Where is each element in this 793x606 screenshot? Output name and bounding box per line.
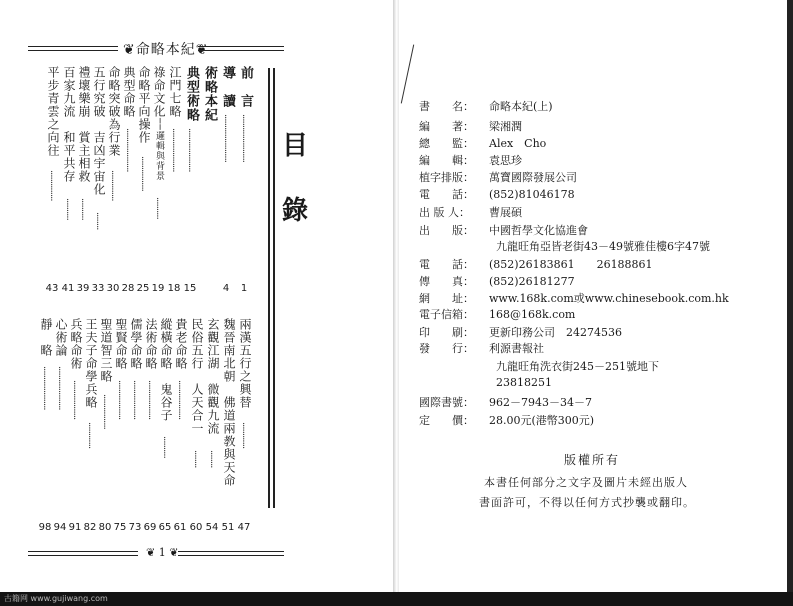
toc-page-number: 33	[91, 283, 105, 294]
toc-leader-dots: ····················	[183, 128, 194, 172]
toc-leader-dots: ··········	[151, 196, 162, 219]
toc-entry	[129, 318, 143, 370]
toc-entry-label: 典型術略	[184, 66, 199, 122]
colophon-value: 28.00元(港幣300元)	[489, 414, 595, 427]
toc-leader-dots: ··········	[76, 198, 87, 220]
toc-page-number: 15	[183, 283, 197, 294]
toc-entry-label: 五行究破 吉凶宇宙化	[92, 66, 106, 196]
toc-entry	[99, 318, 113, 383]
toc-leader-dots: ··················	[68, 380, 79, 420]
toc-entry	[152, 66, 166, 181]
toc-page-number: 47	[237, 522, 251, 533]
toc-entry-label: 祿命文化	[152, 66, 166, 118]
toc-entry	[39, 318, 53, 357]
toc-entry-label: 禮壞樂崩 賞主相救	[77, 66, 91, 183]
toc-page-number: 65	[158, 522, 172, 533]
toc-page-number: 4	[222, 283, 230, 294]
toc-leader-dots: ··············	[106, 170, 117, 201]
toc-entry	[159, 318, 173, 422]
colophon-row	[419, 204, 522, 220]
toc-leader-dots: ······················	[219, 114, 230, 162]
toc-leader-dots: ············	[237, 422, 248, 449]
toc-entry	[46, 66, 60, 157]
toc-page-number: 51	[221, 522, 235, 533]
footer-rule-left	[28, 551, 138, 556]
toc-entry-label: 兵略命術	[69, 318, 83, 370]
toc-leader-dots: ················	[98, 394, 109, 429]
toc-entry-label: 魏晉南北朝 佛道兩教與天命	[222, 318, 236, 487]
colophon-label: 發 行：	[419, 342, 474, 355]
footer-rule-right	[178, 551, 284, 556]
page-edge	[787, 0, 793, 592]
colophon-label: 電 話：	[419, 188, 474, 201]
toc-entry	[168, 66, 182, 118]
colophon-row	[419, 324, 622, 340]
toc-page-number: 1	[240, 283, 248, 294]
toc-entry-label: 貴老命略	[174, 318, 188, 370]
toc-page-number: 41	[61, 283, 75, 294]
toc-page-number: 73	[128, 522, 142, 533]
toc-leader-dots: ··············	[45, 170, 56, 201]
colophon-continuation: 23818251	[496, 376, 552, 389]
footer-page-number: ❦ 1 ❦	[146, 546, 179, 559]
toc-entry	[174, 318, 188, 370]
toc-entry	[144, 318, 158, 370]
toc-leader-dots: ········	[189, 450, 200, 468]
toc-page-number: 25	[136, 283, 150, 294]
toc-leader-dots: ··················	[143, 380, 154, 420]
toc-entry	[92, 66, 106, 196]
colophon-row	[419, 135, 546, 151]
header-rule-left	[28, 46, 118, 51]
colophon-row	[419, 98, 553, 114]
toc-entry-label: 聖賢命略	[114, 318, 128, 370]
colophon-row	[419, 169, 577, 185]
toc-entry	[190, 318, 204, 435]
toc-entry-label: 百家九流 和平共存	[62, 66, 76, 183]
toc-leader-dots: ············	[83, 422, 94, 449]
toc-entry-label: 靜 略	[39, 318, 53, 357]
copyright-line: 書面許可，不得以任何方式抄襲或翻印。	[479, 496, 695, 509]
page-header	[28, 38, 284, 58]
colophon-label: 編 著：	[419, 120, 474, 133]
toc-entry	[222, 318, 236, 487]
left-page-contents	[0, 0, 393, 592]
right-page-colophon	[399, 0, 793, 592]
colophon-value: 命略本紀(上)	[489, 100, 553, 113]
toc-page-number: 91	[68, 522, 82, 533]
colophon-row	[419, 394, 592, 410]
colophon-value: 梁湘潤	[489, 120, 522, 133]
toc-entry-label: 心術論	[54, 318, 68, 357]
toc-page-number: 61	[173, 522, 187, 533]
colophon-value: 萬寶國際發展公司	[489, 171, 577, 184]
toc-entry	[107, 66, 121, 157]
toc-page-number: 82	[83, 522, 97, 533]
colophon-row	[419, 412, 594, 428]
colophon-row	[419, 256, 653, 272]
toc-entry-label: 縱橫命略 鬼谷子	[159, 318, 173, 422]
colophon-label: 書 名：	[419, 100, 474, 113]
toc-page-number: 98	[38, 522, 52, 533]
colophon-row	[419, 118, 522, 134]
toc-entry-label: 命略突破為行業	[107, 66, 121, 157]
toc-leader-dots: ······················	[237, 114, 248, 162]
colophon-value: 曹展碩	[489, 206, 522, 219]
contents-title-mu: 目	[282, 131, 309, 161]
toc-entry	[114, 318, 128, 370]
bottom-band	[0, 592, 793, 606]
toc-leader-dots: ····················	[167, 128, 178, 172]
colophon-value: 利源書報社	[489, 342, 544, 355]
toc-entry-label: 術略本紀	[202, 66, 217, 122]
colophon-continuation: 九龍旺角洗衣街245－251號地下	[496, 360, 659, 373]
toc-entry	[77, 66, 91, 183]
toc-page-number: 94	[53, 522, 67, 533]
toc-entry	[62, 66, 76, 183]
watermark-text: 古籍网 www.gujiwang.com	[4, 594, 108, 603]
colophon-label: 出 版：	[419, 224, 474, 237]
toc-page-number: 80	[98, 522, 112, 533]
toc-entry-label: 平步青雲之向往	[46, 66, 60, 157]
toc-entry	[202, 66, 216, 122]
toc-entry	[137, 66, 151, 144]
toc-leader-dots: ··················	[173, 380, 184, 420]
toc-entry-label: 命略平向操作	[137, 66, 151, 144]
toc-entry-label: 江門七略	[168, 66, 182, 118]
colophon-value: (852)26181277	[489, 275, 575, 288]
copyright-title: 版權所有	[564, 453, 621, 467]
colophon-value: www.168k.com或www.chinesebook.com.hk	[489, 292, 729, 305]
toc-page-number: 54	[205, 522, 219, 533]
toc-leader-dots: ··········	[158, 436, 169, 458]
colophon-label: 出 版 人：	[419, 206, 470, 219]
colophon-label: 印 刷：	[419, 326, 474, 339]
colophon-value: Alex Cho	[489, 137, 547, 150]
copyright-line: 本書任何部分之文字及圖片未經出版人	[484, 476, 688, 489]
toc-entry	[238, 318, 252, 409]
toc-entry-label: 儒學命略	[129, 318, 143, 370]
toc-page-number: 19	[151, 283, 165, 294]
colophon-label: 編 輯：	[419, 154, 474, 167]
toc-entry	[69, 318, 83, 370]
page-footer	[28, 546, 284, 562]
colophon-label: 國際書號：	[419, 396, 474, 409]
toc-entry-label: 民俗五行 人天合一	[190, 318, 204, 435]
toc-leader-dots: ················	[136, 156, 147, 191]
colophon-value: 更新印務公司 24274536	[489, 326, 622, 339]
colophon-value: (852)81046178	[489, 188, 575, 201]
title-divider-right	[273, 68, 275, 508]
toc-page-number: 43	[45, 283, 59, 294]
toc-entry-label: 法術命略	[144, 318, 158, 370]
toc-page-number: 18	[167, 283, 181, 294]
colophon-label: 網 址：	[419, 292, 474, 305]
toc-page-number: 60	[189, 522, 203, 533]
toc-entry-label: 玄觀江湖 微觀九流	[206, 318, 220, 435]
toc-leader-dots: ········	[205, 450, 216, 468]
colophon-value: 168@168k.com	[489, 308, 576, 321]
colophon-label: 電子信箱：	[419, 308, 474, 321]
toc-page-number: 75	[113, 522, 127, 533]
colophon-label: 電 話：	[419, 258, 474, 271]
colophon-value: (852)26183861 26188861	[489, 258, 653, 271]
toc-page-number: 28	[121, 283, 135, 294]
toc-entry-label: 兩漢五行之興替	[238, 318, 252, 409]
toc-entry-label: 王夫子命學兵略	[84, 318, 98, 409]
contents-title-lu: 錄	[282, 196, 309, 226]
colophon-row	[419, 222, 588, 238]
colophon-label: 定 價：	[419, 414, 474, 427]
colophon-row	[419, 273, 575, 289]
toc-entry-label: 導 讀	[220, 66, 235, 108]
colophon-row	[419, 290, 729, 306]
toc-leader-dots: ····················	[53, 366, 64, 410]
toc-leader-dots: ··········	[61, 198, 72, 220]
toc-entry	[206, 318, 220, 435]
header-rule-right	[198, 46, 284, 51]
colophon-label: 總 監：	[419, 137, 474, 150]
title-divider-left	[268, 68, 270, 508]
toc-entry-subtitle: ──邏輯與背景	[154, 118, 164, 181]
toc-page-number: 30	[106, 283, 120, 294]
toc-entry	[220, 66, 234, 108]
toc-entry-label: 聖道智三略	[99, 318, 113, 383]
toc-entry-label: 前 言	[238, 66, 253, 108]
header-title: ❦命略本紀❦	[123, 42, 209, 58]
toc-page-number: 69	[143, 522, 157, 533]
toc-entry	[84, 318, 98, 409]
toc-entry	[54, 318, 68, 357]
toc-leader-dots: ····················	[121, 128, 132, 172]
toc-entry	[122, 66, 136, 118]
toc-entry-label: 典型命略	[122, 66, 136, 118]
toc-page-number: 39	[76, 283, 90, 294]
toc-leader-dots: ··················	[113, 380, 124, 420]
toc-leader-dots: ········	[91, 212, 102, 230]
toc-leader-dots: ····················	[38, 366, 49, 410]
colophon-value: 962－7943－34－7	[489, 396, 592, 409]
pen-mark	[401, 45, 414, 104]
toc-entry	[184, 66, 198, 122]
colophon-value: 袁思珍	[489, 154, 522, 167]
toc-leader-dots: ··················	[128, 380, 139, 420]
toc-entry	[238, 66, 252, 108]
colophon-row	[419, 186, 575, 202]
colophon-continuation: 九龍旺角亞皆老街43－49號雅佳樓6字47號	[496, 240, 710, 253]
colophon-value: 中國哲學文化協進會	[489, 224, 588, 237]
colophon-row	[419, 306, 575, 322]
colophon-label: 傳 真：	[419, 275, 474, 288]
colophon-row	[419, 340, 544, 356]
colophon-label: 植字排版：	[419, 171, 474, 184]
colophon-row	[419, 152, 522, 168]
